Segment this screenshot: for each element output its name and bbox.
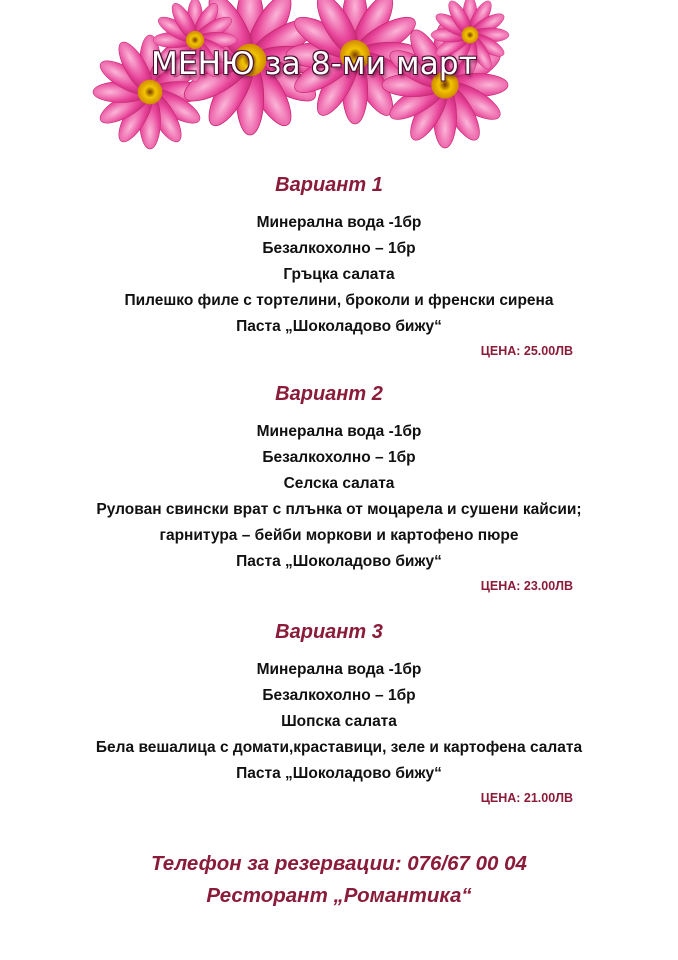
page-title: МЕНЮ за 8-ми март: [150, 46, 478, 82]
reservation-phone: Телефон за резервации: 076/67 00 04: [151, 852, 527, 875]
menu-item: Безалкохолно – 1бр: [262, 449, 416, 466]
menu-item: Пилешко филе с тортелини, броколи и френски сирена: [124, 292, 554, 309]
variant-price: ЦЕНА: 25.00ЛВ: [480, 344, 573, 358]
menu-variant-3: [0, 619, 678, 808]
header-banner: [0, 0, 678, 150]
footer: [0, 848, 678, 912]
variant-title: Вариант 3: [275, 621, 383, 643]
menu-item: Бела вешалица с домати,краставици, зеле и картофена салата: [95, 739, 583, 756]
menu-item: Шопска салата: [281, 713, 397, 730]
variant-price: ЦЕНА: 21.00ЛВ: [480, 791, 573, 805]
menu-item: Рулован свински врат с плънка от моцарела и сушени кайсии;: [96, 501, 582, 518]
menu-item: Селска салата: [283, 475, 395, 492]
menu-item: Минерална вода -1бр: [256, 661, 422, 678]
menu-item: Безалкохолно – 1бр: [262, 687, 416, 704]
menu-item: гарнитура – бейби моркови и картофено пюре: [159, 527, 519, 544]
menu-item: Паста „Шоколадово бижу“: [236, 553, 442, 570]
variant-price: ЦЕНА: 23.00ЛВ: [480, 579, 573, 593]
variant-title: Вариант 2: [275, 383, 383, 405]
menu-item: Безалкохолно – 1бр: [262, 240, 416, 257]
menu-item: Паста „Шоколадово бижу“: [236, 765, 442, 782]
menu-variant-2: [0, 381, 678, 596]
menu-item: Минерална вода -1бр: [256, 214, 422, 231]
menu-variant-1: [0, 172, 678, 361]
variant-title: Вариант 1: [275, 174, 383, 196]
menu-item: Паста „Шоколадово бижу“: [236, 318, 442, 335]
menu-item: Минерална вода -1бр: [256, 423, 422, 440]
restaurant-name: Ресторант „Романтика“: [206, 884, 472, 907]
menu-item: Гръцка салата: [283, 266, 395, 283]
